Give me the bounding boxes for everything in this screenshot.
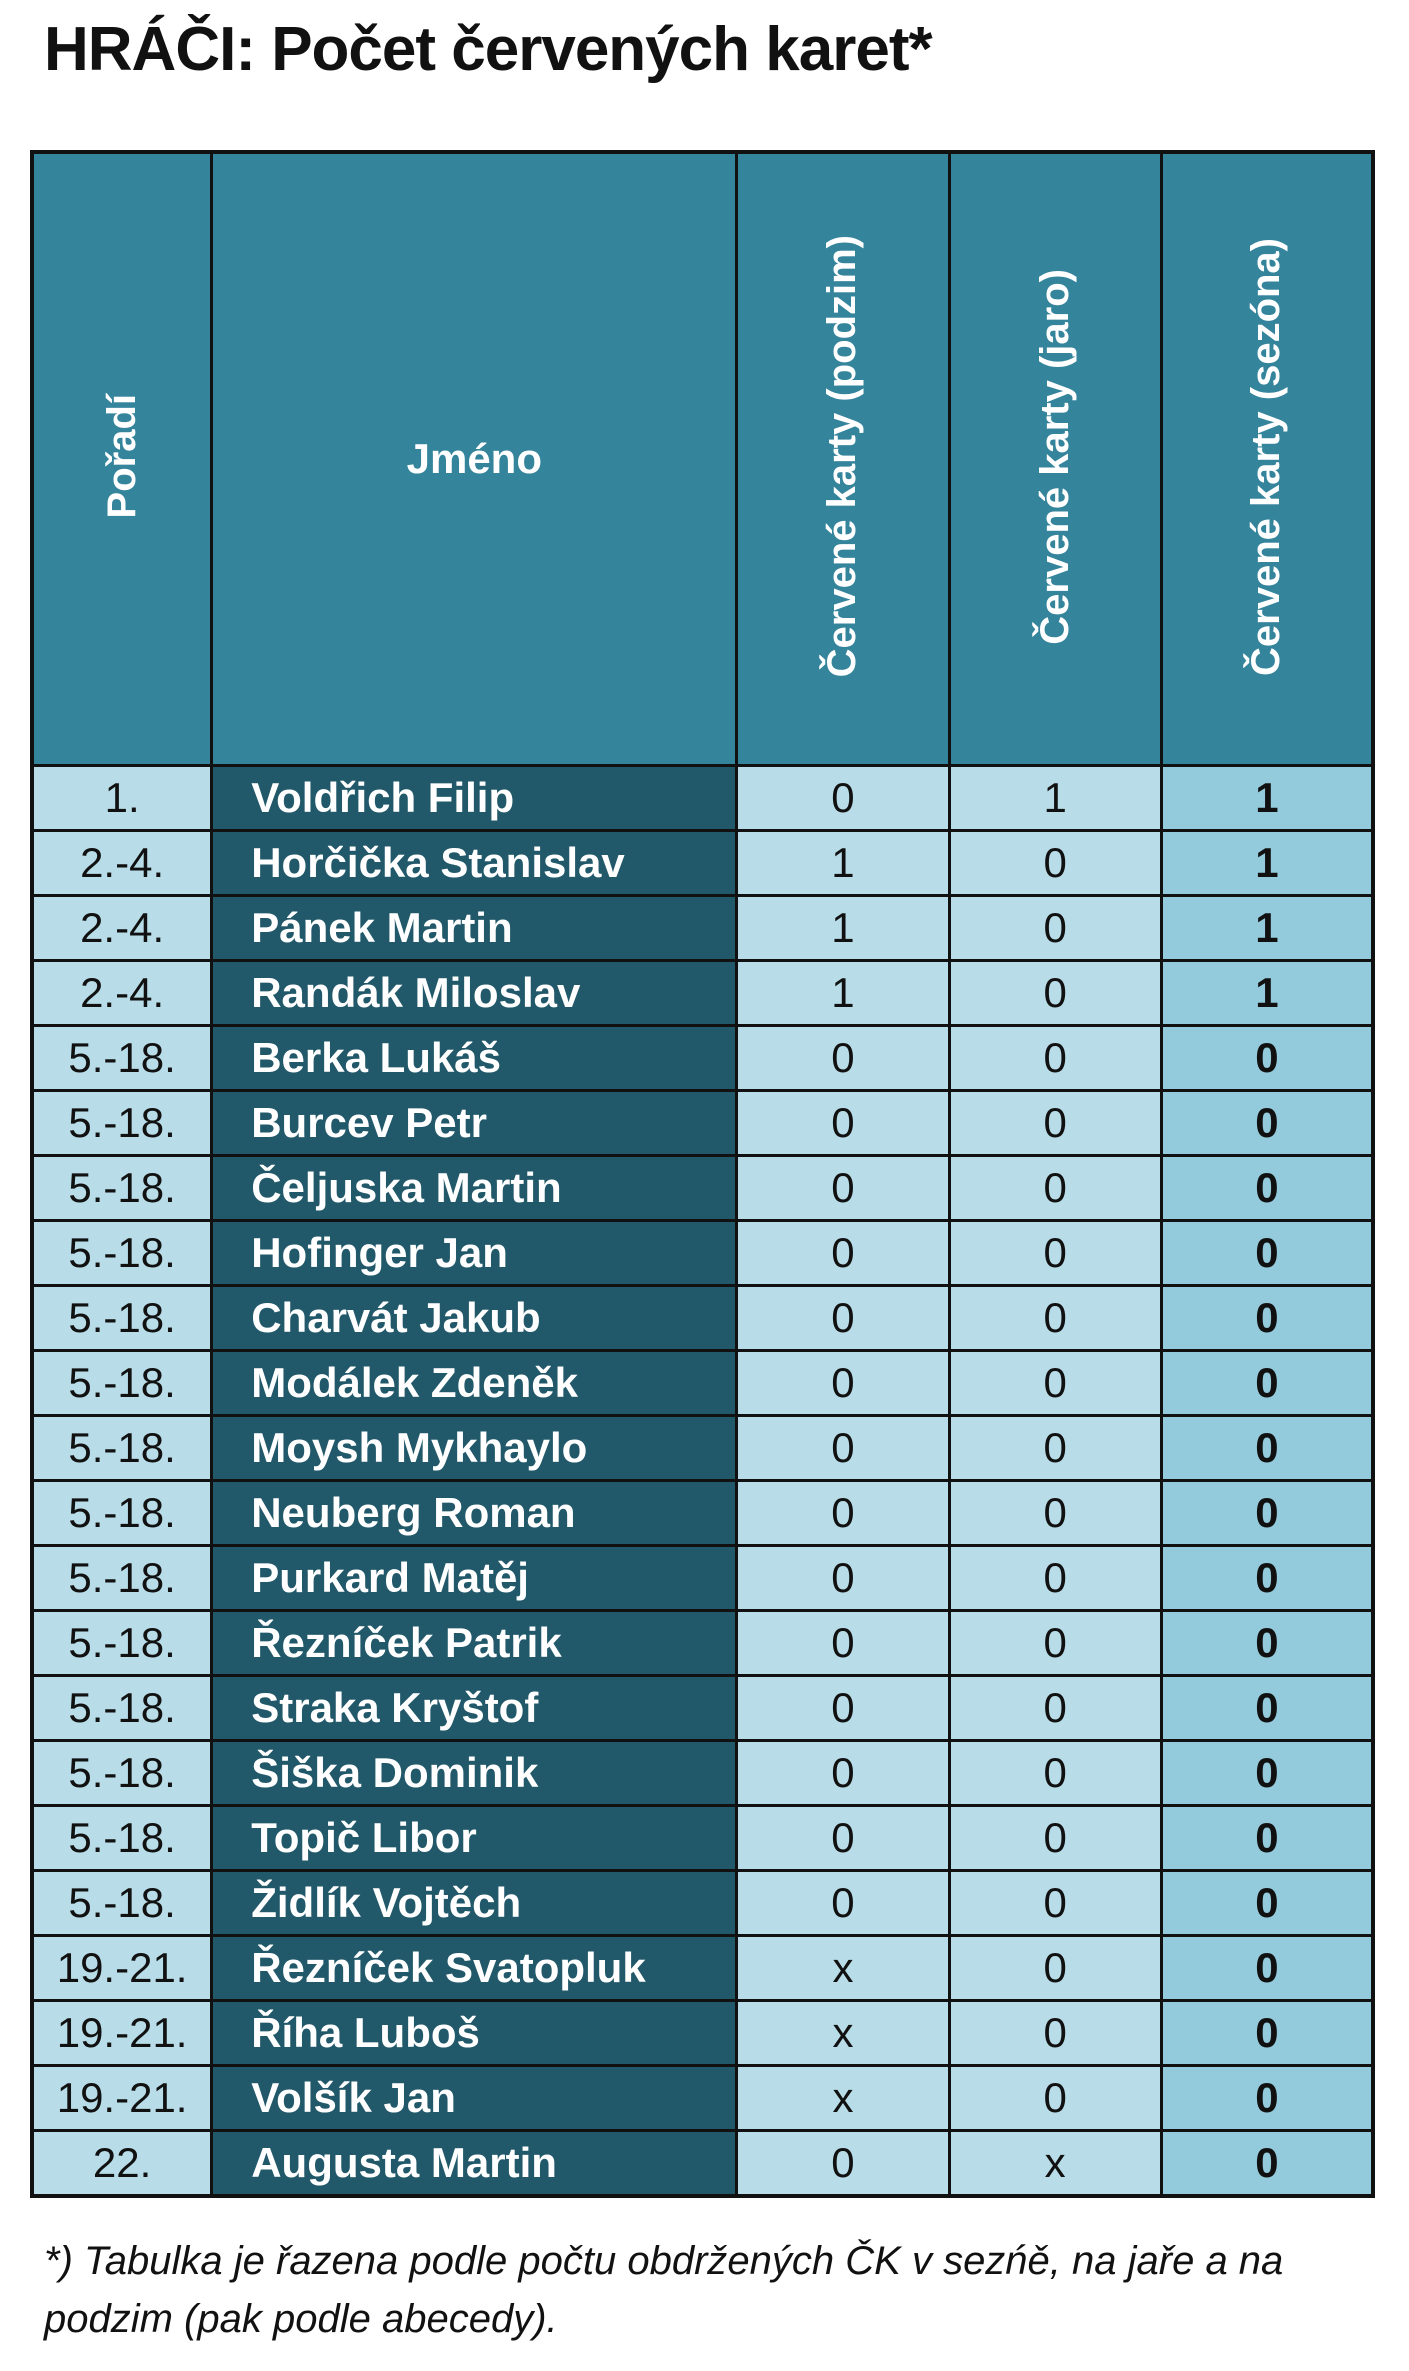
cell-season: 0 [1161,1091,1373,1156]
header-autumn-label: Červené karty (podzim) [820,235,865,678]
table-row [32,1611,1373,1676]
table-row [32,1221,1373,1286]
cell-season: 1 [1161,896,1373,961]
cell-rank: 5.-18. [32,1156,212,1221]
cell-spring: 0 [949,1611,1161,1676]
cell-season: 0 [1161,1806,1373,1871]
cell-name: Horčička Stanislav [212,831,737,896]
cell-rank: 5.-18. [32,1481,212,1546]
cell-name: Modálek Zdeněk [212,1351,737,1416]
page-title: HRÁČI: Počet červených karet* [44,15,932,84]
cell-spring: 0 [949,1416,1161,1481]
red-cards-table [30,150,1375,2198]
cell-rank: 19.-21. [32,2001,212,2066]
cell-spring: 0 [949,1091,1161,1156]
cell-autumn: 0 [737,1611,949,1676]
table-row [32,1936,1373,2001]
cell-spring: 0 [949,1546,1161,1611]
cell-spring: 0 [949,1156,1161,1221]
cell-spring: 0 [949,1871,1161,1936]
cell-spring: 0 [949,1481,1161,1546]
cell-season: 0 [1161,1026,1373,1091]
cell-name: Topič Libor [212,1806,737,1871]
cell-rank: 5.-18. [32,1416,212,1481]
cell-autumn: 0 [737,1221,949,1286]
cell-rank: 5.-18. [32,1091,212,1156]
cell-season: 0 [1161,1416,1373,1481]
table-row [32,1806,1373,1871]
cell-season: 0 [1161,2066,1373,2131]
cell-spring: 0 [949,1806,1161,1871]
header-row [32,152,1373,766]
table-row [32,1026,1373,1091]
cell-spring: 0 [949,1026,1161,1091]
cell-name: Charvát Jakub [212,1286,737,1351]
cell-rank: 22. [32,2131,212,2197]
cell-name: Šiška Dominik [212,1741,737,1806]
table-row [32,1091,1373,1156]
cell-autumn: 0 [737,1806,949,1871]
cell-name: Čeljuska Martin [212,1156,737,1221]
cell-name: Pánek Martin [212,896,737,961]
cell-name: Neuberg Roman [212,1481,737,1546]
cell-autumn: 1 [737,831,949,896]
cell-autumn: 0 [737,1286,949,1351]
cell-season: 1 [1161,831,1373,896]
cell-autumn: x [737,2001,949,2066]
cell-season: 0 [1161,2131,1373,2197]
cell-rank: 2.-4. [32,961,212,1026]
cell-autumn: 0 [737,1026,949,1091]
cell-season: 1 [1161,961,1373,1026]
table-row [32,961,1373,1026]
table-row [32,1416,1373,1481]
cell-season: 0 [1161,2001,1373,2066]
table-row [32,1156,1373,1221]
cell-spring: 0 [949,1741,1161,1806]
cell-name: Berka Lukáš [212,1026,737,1091]
cell-spring: x [949,2131,1161,2197]
cell-spring: 0 [949,1221,1161,1286]
cell-season: 0 [1161,1611,1373,1676]
table-row [32,766,1373,831]
header-spring [949,152,1161,766]
cell-autumn: 0 [737,1676,949,1741]
cell-spring: 1 [949,766,1161,831]
cell-season: 0 [1161,1481,1373,1546]
cell-autumn: 0 [737,766,949,831]
table-row [32,831,1373,896]
cell-season: 0 [1161,1676,1373,1741]
cell-rank: 19.-21. [32,2066,212,2131]
cell-rank: 2.-4. [32,831,212,896]
cell-season: 0 [1161,1741,1373,1806]
footnote: *) Tabulka je řazena podle počtu obdržených ČK v sezńě, na jaře a na podzim (pak podle abecedy). [44,2239,1284,2341]
header-rank-label: Pořadí [99,394,144,519]
cell-season: 0 [1161,1156,1373,1221]
cell-name: Říha Luboš [212,2001,737,2066]
cell-rank: 5.-18. [32,1546,212,1611]
cell-spring: 0 [949,831,1161,896]
cell-season: 0 [1161,1546,1373,1611]
cell-rank: 1. [32,766,212,831]
cell-rank: 19.-21. [32,1936,212,2001]
table-row [32,1676,1373,1741]
cell-rank: 5.-18. [32,1871,212,1936]
cell-autumn: 0 [737,1741,949,1806]
cell-autumn: 0 [737,1871,949,1936]
cell-rank: 5.-18. [32,1741,212,1806]
cell-name: Straka Kryštof [212,1676,737,1741]
cell-autumn: 0 [737,1091,949,1156]
cell-name: Řezníček Svatopluk [212,1936,737,2001]
header-name: Jméno [212,152,737,766]
cell-rank: 5.-18. [32,1351,212,1416]
cell-season: 0 [1161,1936,1373,2001]
cell-spring: 0 [949,1676,1161,1741]
cell-name: Randák Miloslav [212,961,737,1026]
cell-rank: 5.-18. [32,1806,212,1871]
cell-name: Augusta Martin [212,2131,737,2197]
cell-season: 0 [1161,1871,1373,1936]
cell-autumn: 0 [737,1416,949,1481]
table-row [32,1481,1373,1546]
cell-rank: 5.-18. [32,1611,212,1676]
cell-spring: 0 [949,961,1161,1026]
cell-name: Volšík Jan [212,2066,737,2131]
header-spring-label: Červené karty (jaro) [1032,268,1077,645]
header-season [1161,152,1373,766]
cell-autumn: x [737,2066,949,2131]
cell-spring: 0 [949,2001,1161,2066]
cell-name: Židlík Vojtěch [212,1871,737,1936]
cell-autumn: x [737,1936,949,2001]
table-row [32,1286,1373,1351]
cell-name: Řezníček Patrik [212,1611,737,1676]
cell-rank: 5.-18. [32,1286,212,1351]
table-row [32,2001,1373,2066]
cell-autumn: 0 [737,1351,949,1416]
cell-season: 0 [1161,1351,1373,1416]
cell-autumn: 0 [737,2131,949,2197]
cell-rank: 5.-18. [32,1026,212,1091]
cell-spring: 0 [949,1286,1161,1351]
cell-autumn: 0 [737,1546,949,1611]
table-row [32,1351,1373,1416]
cell-spring: 0 [949,1351,1161,1416]
cell-season: 1 [1161,766,1373,831]
cell-season: 0 [1161,1286,1373,1351]
cell-name: Hofinger Jan [212,1221,737,1286]
header-autumn [737,152,949,766]
cell-spring: 0 [949,2066,1161,2131]
header-season-label: Červené karty (sezóna) [1244,237,1289,676]
cell-name: Purkard Matěj [212,1546,737,1611]
cell-autumn: 1 [737,961,949,1026]
cell-autumn: 0 [737,1481,949,1546]
header-rank [32,152,212,766]
table-row [32,2131,1373,2197]
cell-name: Burcev Petr [212,1091,737,1156]
table-row [32,2066,1373,2131]
cell-spring: 0 [949,1936,1161,2001]
cell-autumn: 0 [737,1156,949,1221]
cell-season: 0 [1161,1221,1373,1286]
cell-autumn: 1 [737,896,949,961]
table-row [32,1546,1373,1611]
cell-rank: 5.-18. [32,1676,212,1741]
table-row [32,1741,1373,1806]
cell-spring: 0 [949,896,1161,961]
cell-rank: 2.-4. [32,896,212,961]
cell-rank: 5.-18. [32,1221,212,1286]
table-row [32,896,1373,961]
table-row [32,1871,1373,1936]
cell-name: Moysh Mykhaylo [212,1416,737,1481]
cell-name: Voldřich Filip [212,766,737,831]
